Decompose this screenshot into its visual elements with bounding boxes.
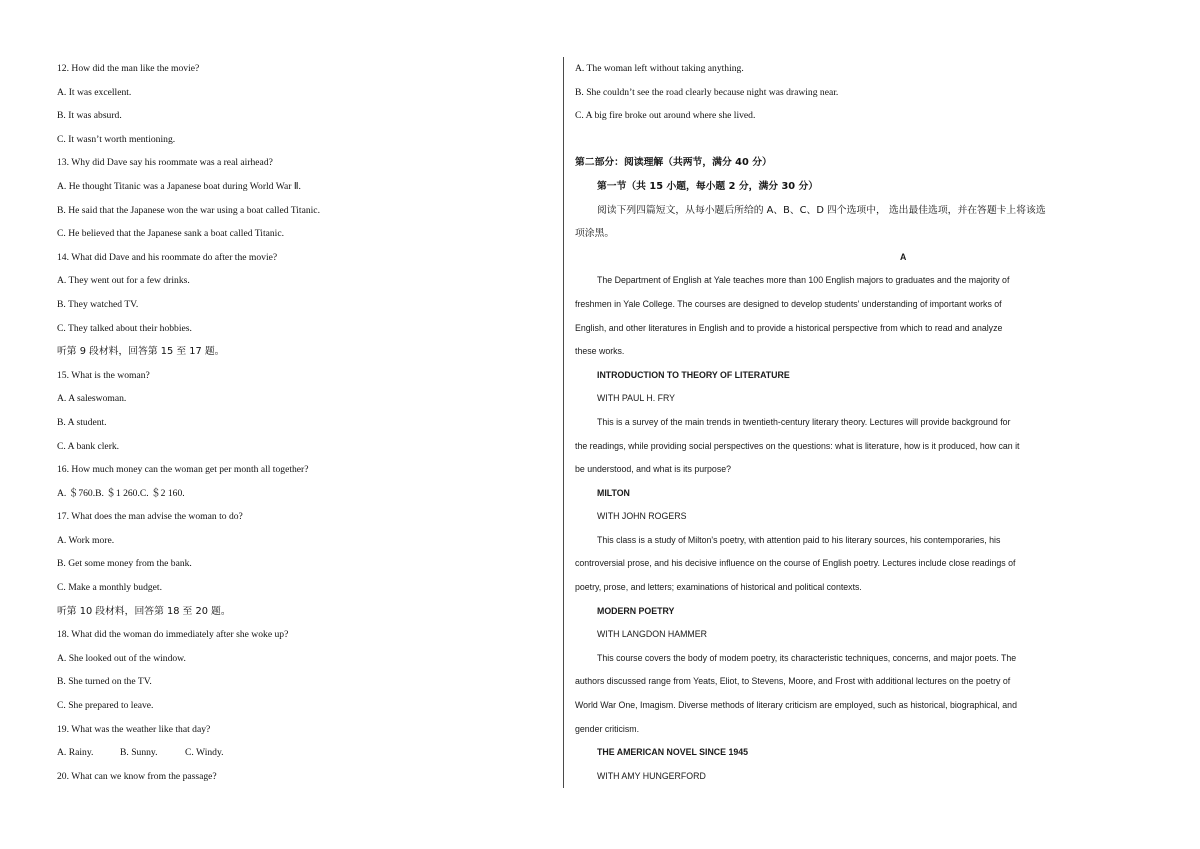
section-title: 第一节（共 15 小题，每小题 2 分，满分 30 分） bbox=[597, 180, 819, 192]
left-column bbox=[57, 57, 552, 788]
course-2-desc-3: poetry, prose, and letters; examinations of historical and political contexts. bbox=[575, 582, 862, 593]
course-2-title: MILTON bbox=[597, 487, 630, 498]
option-17-c: C. Make a monthly budget. bbox=[57, 582, 162, 594]
course-4-instructor: WITH AMY HUNGERFORD bbox=[597, 770, 706, 781]
option-20-b: B. She couldn’t see the road clearly because night was drawing near. bbox=[575, 86, 839, 98]
option-19-c: C. Windy. bbox=[185, 747, 224, 759]
option-15-a: A. A saleswoman. bbox=[57, 393, 127, 405]
option-12-c: C. It wasn’t worth mentioning. bbox=[57, 133, 176, 145]
intro-line-1: The Department of English at Yale teaches more than 100 English majors to graduates and the majority of bbox=[597, 275, 1010, 286]
option-20-a: A. The woman left without taking anything. bbox=[575, 63, 744, 74]
passage-label: A bbox=[900, 251, 907, 262]
option-14-c: C. They talked about their hobbies. bbox=[57, 322, 192, 334]
course-3-desc-4: gender criticism. bbox=[575, 723, 640, 734]
option-18-b: B. She turned on the TV. bbox=[57, 676, 152, 688]
option-15-c: C. A bank clerk. bbox=[57, 440, 120, 452]
option-18-c: C. She prepared to leave. bbox=[57, 700, 154, 712]
course-2-desc-2: controversial prose, and his decisive influence on the course of English poetry. Lectures include close readings of bbox=[575, 558, 1016, 569]
option-18-a: A. She looked out of the window. bbox=[57, 652, 186, 664]
course-1-desc-2: the readings, while providing social perspectives on the questions: what is literature, how is it produced, how can it bbox=[575, 440, 1020, 451]
options-16: A. ＄760.B. ＄1 260.C. ＄2 160. bbox=[57, 487, 185, 499]
question-18: 18. What did the woman do immediately after she woke up? bbox=[57, 629, 289, 641]
course-1-desc-1: This is a survey of the main trends in twentieth-century literary theory. Lectures will provide background for bbox=[597, 416, 1011, 427]
question-19: 19. What was the weather like that day? bbox=[57, 723, 211, 735]
blank-line bbox=[575, 128, 1080, 152]
intro-line-4: these works. bbox=[575, 346, 625, 357]
course-1-title: INTRODUCTION TO THEORY OF LITERATURE bbox=[597, 369, 790, 380]
question-14: 14. What did Dave and his roommate do after the movie? bbox=[57, 251, 278, 263]
option-20-c: C. A big fire broke out around where she lived. bbox=[575, 110, 756, 122]
course-4-title: THE AMERICAN NOVEL SINCE 1945 bbox=[597, 747, 749, 758]
question-17: 17. What does the man advise the woman to do? bbox=[57, 511, 243, 523]
right-column bbox=[575, 57, 1080, 788]
option-17-b: B. Get some money from the bank. bbox=[57, 558, 192, 570]
option-17-a: A. Work more. bbox=[57, 534, 115, 546]
option-19-a: A. Rainy. bbox=[57, 747, 94, 759]
options-19 bbox=[57, 741, 552, 765]
option-12-a: A. It was excellent. bbox=[57, 86, 132, 98]
option-15-b: B. A student. bbox=[57, 416, 107, 428]
material-10-instruction: 听第 10 段材料，回答第 18 至 20 题。 bbox=[57, 605, 231, 617]
option-14-b: B. They watched TV. bbox=[57, 298, 139, 310]
course-2-instructor: WITH JOHN ROGERS bbox=[597, 511, 687, 522]
instructions-line-1: 阅读下列四篇短文，从每小题后所给的 A、B、C、D 四个选项中， 选出最佳选项，并在答题卡上将该选 bbox=[597, 204, 1046, 216]
instructions-line-2: 项涂黑。 bbox=[575, 228, 615, 240]
intro-line-2: freshmen in Yale College. The courses are designed to develop students' understanding of important works of bbox=[575, 298, 1002, 309]
option-14-a: A. They went out for a few drinks. bbox=[57, 275, 190, 287]
option-12-b: B. It was absurd. bbox=[57, 110, 122, 122]
course-3-desc-1: This course covers the body of modem poetry, its characteristic techniques, concerns, and major poets. The bbox=[597, 652, 1017, 663]
question-20: 20. What can we know from the passage? bbox=[57, 770, 217, 782]
question-12: 12. How did the man like the movie? bbox=[57, 63, 200, 74]
question-13: 13. Why did Dave say his roommate was a real airhead? bbox=[57, 157, 273, 169]
course-1-instructor: WITH PAUL H. FRY bbox=[597, 393, 676, 404]
course-3-desc-2: authors discussed range from Yeats, Eliot, to Stevens, Moore, and Frost with additional lectures on the poetry of bbox=[575, 676, 1011, 687]
course-2-desc-1: This class is a study of Milton's poetry, with attention paid to his literary sources, his contemporaries, his bbox=[597, 534, 1001, 545]
material-9-instruction: 听第 9 段材料，回答第 15 至 17 题。 bbox=[57, 346, 225, 358]
course-3-title: MODERN POETRY bbox=[597, 605, 675, 616]
option-19-b: B. Sunny. bbox=[120, 747, 158, 759]
course-3-desc-3: World War One, Imagism. Diverse methods of literary criticism are employed, such as historical, biographical, and bbox=[575, 700, 1017, 711]
intro-line-3: English, and other literatures in English and to provide a historical perspective from which to read and analyze bbox=[575, 322, 1003, 333]
option-13-a: A. He thought Titanic was a Japanese boat during World War Ⅱ. bbox=[57, 180, 301, 192]
part-title: 第二部分：阅读理解（共两节，满分 40 分） bbox=[575, 157, 772, 169]
option-13-b: B. He said that the Japanese won the war using a boat called Titanic. bbox=[57, 204, 320, 216]
course-1-desc-3: be understood, and what is its purpose? bbox=[575, 464, 732, 475]
option-13-c: C. He believed that the Japanese sank a boat called Titanic. bbox=[57, 228, 284, 240]
question-15: 15. What is the woman? bbox=[57, 369, 150, 381]
column-divider bbox=[563, 57, 564, 788]
course-3-instructor: WITH LANGDON HAMMER bbox=[597, 629, 707, 640]
question-16: 16. How much money can the woman get per month all together? bbox=[57, 464, 309, 476]
